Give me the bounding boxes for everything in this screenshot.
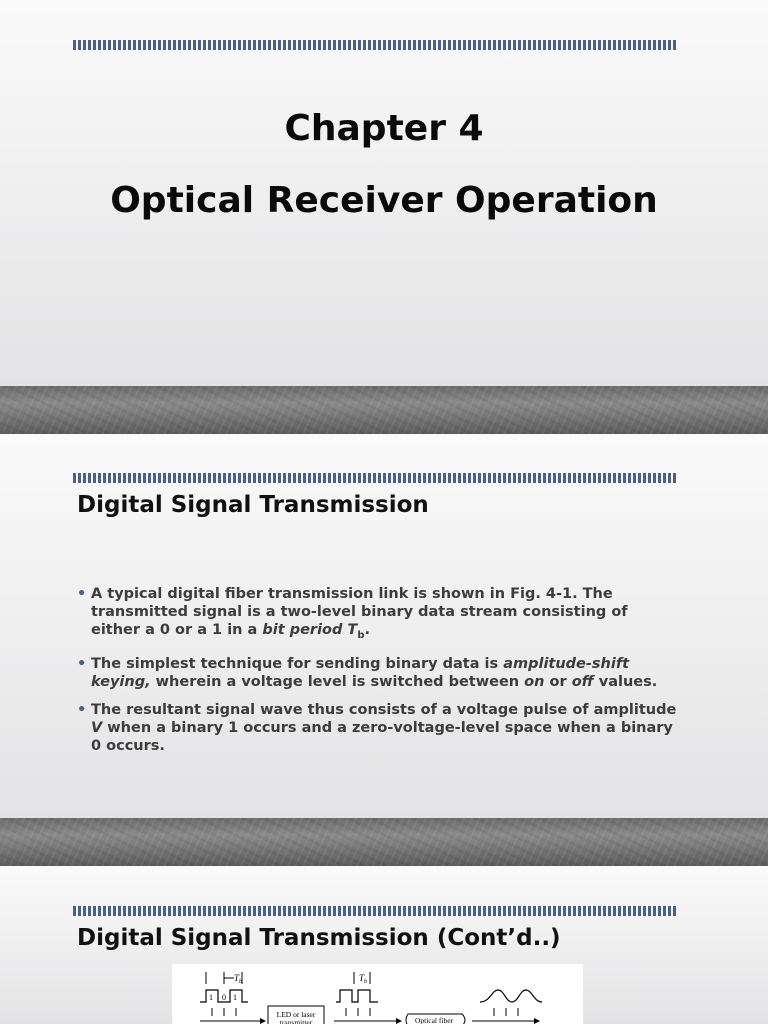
fiber-link-diagram bbox=[172, 964, 583, 1024]
bullet-item: • A typical digital fiber transmission link is shown in Fig. 4-1. The transmitted signal is a two-level binary data stream consisting of either a 0 or a 1 in a bit period $T_b$. bbox=[77, 585, 677, 645]
slide-2 bbox=[0, 434, 768, 818]
svg-text:Optical fiber: Optical fiber bbox=[414, 1016, 454, 1024]
fiber-link-figure bbox=[172, 964, 583, 1024]
slide-heading: Digital Signal Transmission bbox=[77, 492, 429, 518]
chapter-label: Chapter 4 bbox=[284, 108, 484, 149]
decorative-hatch-bar bbox=[73, 473, 677, 483]
bullet-item: • The simplest technique for sending binary data is amplitude-shift keying, wherein a voltage level is switched between on or off values. bbox=[77, 655, 677, 691]
svg-text:1: 1 bbox=[233, 993, 237, 1002]
svg-text:transmitter: transmitter bbox=[279, 1018, 313, 1024]
svg-text:0: 0 bbox=[222, 993, 226, 1002]
slide-heading: Digital Signal Transmission (Cont’d..) bbox=[77, 925, 561, 951]
slide-1 bbox=[0, 0, 768, 386]
decorative-hatch-bar bbox=[73, 40, 677, 50]
slide-divider bbox=[0, 818, 768, 866]
slide-divider bbox=[0, 386, 768, 434]
bullet-list bbox=[77, 585, 677, 765]
svg-text:Tb: $T_b$ bbox=[234, 973, 243, 985]
bullet-item: • The resultant signal wave thus consists of a voltage pulse of amplitude V when a binary 1 occurs and a zero-voltage-level space when a binary 0 occurs. bbox=[77, 701, 677, 755]
svg-text:Tb: $T_b$ bbox=[359, 973, 368, 985]
slide-title: Optical Receiver Operation bbox=[110, 180, 658, 221]
decorative-hatch-bar bbox=[73, 906, 677, 916]
svg-text:LED or laser: LED or laser bbox=[276, 1010, 316, 1019]
svg-text:1: 1 bbox=[209, 993, 213, 1002]
